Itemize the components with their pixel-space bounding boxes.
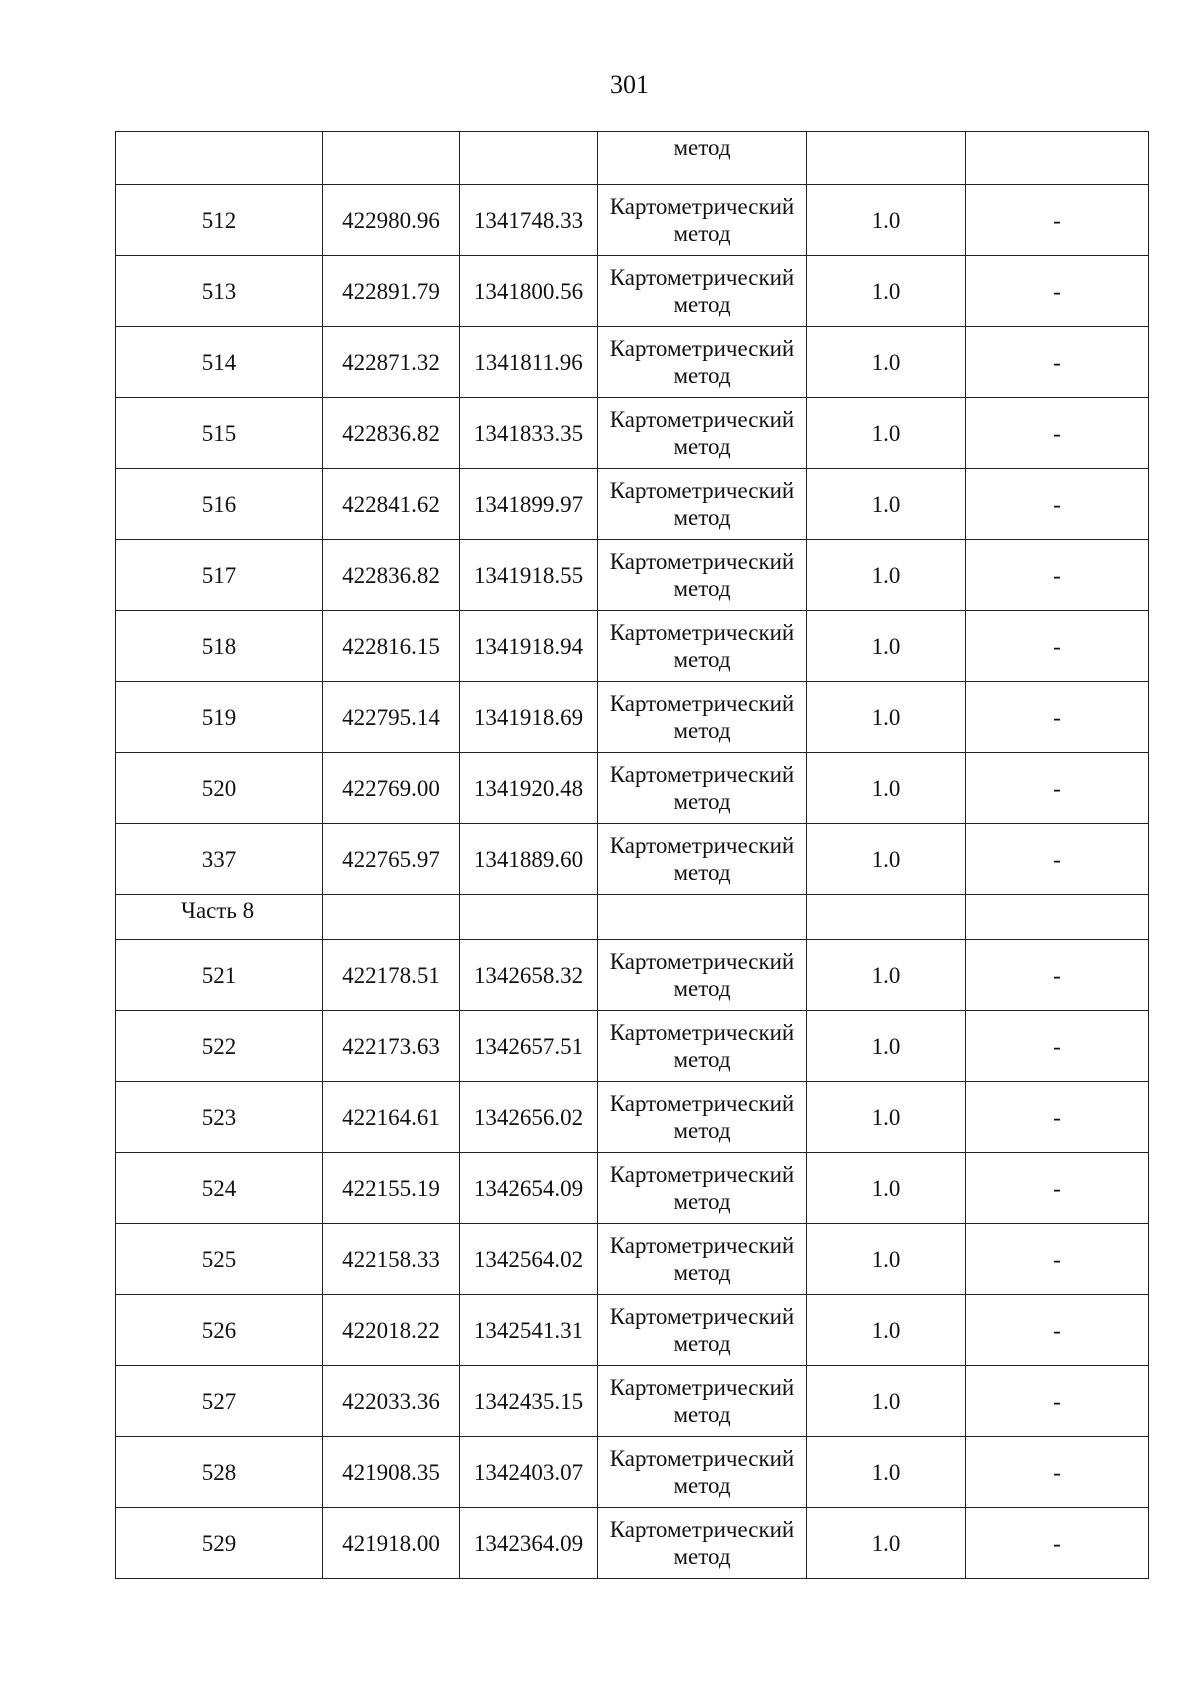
- y-coordinate-cell: 1341918.69: [460, 682, 598, 753]
- method-cell: [598, 753, 807, 824]
- x-coordinate-cell: 422816.15: [323, 611, 460, 682]
- point-number-cell: 529: [116, 1508, 323, 1579]
- note-cell: -: [966, 753, 1149, 824]
- method-cell: [598, 940, 807, 1011]
- table-row: [116, 1082, 1149, 1153]
- method-cell: [598, 256, 807, 327]
- method-line-1: Картометрический: [609, 1517, 795, 1542]
- note-cell: -: [966, 611, 1149, 682]
- empty-cell: [807, 895, 966, 940]
- y-coordinate-cell: 1341811.96: [460, 327, 598, 398]
- accuracy-cell: 1.0: [807, 1153, 966, 1224]
- y-coordinate-cell: 1341748.33: [460, 185, 598, 256]
- point-number-cell: 513: [116, 256, 323, 327]
- note-cell: -: [966, 327, 1149, 398]
- table-row: [116, 469, 1149, 540]
- method-cell: [598, 1011, 807, 1082]
- method-line-1: Картометрический: [609, 1091, 795, 1116]
- note-cell: -: [966, 940, 1149, 1011]
- method-cell: [598, 1082, 807, 1153]
- accuracy-cell: 1.0: [807, 753, 966, 824]
- coordinates-table: [115, 131, 1149, 1579]
- y-coordinate-cell: 1342435.15: [460, 1366, 598, 1437]
- note-cell: -: [966, 1366, 1149, 1437]
- table-row: [116, 940, 1149, 1011]
- x-coordinate-cell: 422795.14: [323, 682, 460, 753]
- x-coordinate-cell: 422033.36: [323, 1366, 460, 1437]
- empty-cell: [598, 895, 807, 940]
- note-cell: -: [966, 256, 1149, 327]
- method-cell: [598, 1153, 807, 1224]
- note-cell: -: [966, 185, 1149, 256]
- point-number-cell: 519: [116, 682, 323, 753]
- method-line-2: метод: [673, 1402, 731, 1427]
- note-cell: -: [966, 398, 1149, 469]
- note-cell: -: [966, 1224, 1149, 1295]
- method-line-1: Картометрический: [609, 833, 795, 858]
- method-line-2: метод: [673, 576, 731, 601]
- method-line-2: метод: [673, 1544, 731, 1569]
- method-cell: [598, 824, 807, 895]
- y-coordinate-cell: 1341833.35: [460, 398, 598, 469]
- table-row: [116, 1508, 1149, 1579]
- table-row: [116, 540, 1149, 611]
- y-cell: [460, 132, 598, 185]
- empty-cell: [460, 895, 598, 940]
- note-cell: -: [966, 1153, 1149, 1224]
- note-cell: -: [966, 1082, 1149, 1153]
- table-row: [116, 256, 1149, 327]
- point-number-cell: 523: [116, 1082, 323, 1153]
- y-coordinate-cell: 1341899.97: [460, 469, 598, 540]
- accuracy-cell: [807, 132, 966, 185]
- y-coordinate-cell: 1342654.09: [460, 1153, 598, 1224]
- x-coordinate-cell: 422841.62: [323, 469, 460, 540]
- method-line-1: Картометрический: [609, 762, 795, 787]
- method-line-2: метод: [673, 1260, 731, 1285]
- method-cell: [598, 1295, 807, 1366]
- accuracy-cell: 1.0: [807, 1366, 966, 1437]
- point-number-cell: 515: [116, 398, 323, 469]
- accuracy-cell: 1.0: [807, 540, 966, 611]
- method-line-1: Картометрический: [609, 691, 795, 716]
- accuracy-cell: 1.0: [807, 1295, 966, 1366]
- point-number-cell: 516: [116, 469, 323, 540]
- method-line-1: Картометрический: [609, 194, 795, 219]
- note-cell: -: [966, 1508, 1149, 1579]
- method-line-1: Картометрический: [609, 949, 795, 974]
- coordinates-table-body: [116, 132, 1149, 1579]
- note-cell: -: [966, 1295, 1149, 1366]
- table-row: [116, 1153, 1149, 1224]
- note-cell: -: [966, 469, 1149, 540]
- accuracy-cell: 1.0: [807, 1508, 966, 1579]
- y-coordinate-cell: 1342564.02: [460, 1224, 598, 1295]
- method-cell: [598, 540, 807, 611]
- x-coordinate-cell: 422836.82: [323, 398, 460, 469]
- x-coordinate-cell: 422155.19: [323, 1153, 460, 1224]
- method-line-2: метод: [673, 363, 731, 388]
- x-coordinate-cell: 422018.22: [323, 1295, 460, 1366]
- note-cell: -: [966, 540, 1149, 611]
- point-number-cell: 337: [116, 824, 323, 895]
- method-line-2: метод: [673, 434, 731, 459]
- point-number-cell: 527: [116, 1366, 323, 1437]
- method-line-1: Картометрический: [609, 336, 795, 361]
- method-line-2: метод: [673, 976, 731, 1001]
- method-line-2: метод: [673, 505, 731, 530]
- method-line-1: Картометрический: [609, 549, 795, 574]
- table-row: [116, 1011, 1149, 1082]
- y-coordinate-cell: 1341918.55: [460, 540, 598, 611]
- x-coordinate-cell: 422871.32: [323, 327, 460, 398]
- x-coordinate-cell: 422980.96: [323, 185, 460, 256]
- table-row: [116, 1295, 1149, 1366]
- accuracy-cell: 1.0: [807, 469, 966, 540]
- point-number-cell: 520: [116, 753, 323, 824]
- method-line-2: метод: [673, 789, 731, 814]
- y-coordinate-cell: 1342656.02: [460, 1082, 598, 1153]
- point-cell: [116, 132, 323, 185]
- table-row: [116, 1366, 1149, 1437]
- x-coordinate-cell: 422769.00: [323, 753, 460, 824]
- method-line-1: Картометрический: [609, 1304, 795, 1329]
- x-coordinate-cell: 422178.51: [323, 940, 460, 1011]
- method-cell: [598, 1224, 807, 1295]
- x-cell: [323, 132, 460, 185]
- accuracy-cell: 1.0: [807, 256, 966, 327]
- note-cell: -: [966, 1437, 1149, 1508]
- y-coordinate-cell: 1341889.60: [460, 824, 598, 895]
- table-row: [116, 824, 1149, 895]
- y-coordinate-cell: 1342403.07: [460, 1437, 598, 1508]
- method-line-2: метод: [673, 718, 731, 743]
- x-coordinate-cell: 422836.82: [323, 540, 460, 611]
- part-header-row: [116, 895, 1149, 940]
- accuracy-cell: 1.0: [807, 682, 966, 753]
- x-coordinate-cell: 422158.33: [323, 1224, 460, 1295]
- accuracy-cell: 1.0: [807, 327, 966, 398]
- method-line-1: Картометрический: [609, 265, 795, 290]
- table-row: [116, 682, 1149, 753]
- y-coordinate-cell: 1342657.51: [460, 1011, 598, 1082]
- point-number-cell: 514: [116, 327, 323, 398]
- table-row: [116, 398, 1149, 469]
- method-line-2: метод: [673, 647, 731, 672]
- point-number-cell: 525: [116, 1224, 323, 1295]
- accuracy-cell: 1.0: [807, 824, 966, 895]
- method-cell: [598, 398, 807, 469]
- method-line-1: Картометрический: [609, 1446, 795, 1471]
- point-number-cell: 517: [116, 540, 323, 611]
- x-coordinate-cell: 421918.00: [323, 1508, 460, 1579]
- point-number-cell: 518: [116, 611, 323, 682]
- note-cell: -: [966, 682, 1149, 753]
- method-cell: [598, 1366, 807, 1437]
- empty-cell: [323, 895, 460, 940]
- method-line-2: метод: [673, 1047, 731, 1072]
- table-row: [116, 1437, 1149, 1508]
- point-number-cell: 521: [116, 940, 323, 1011]
- method-cell: [598, 682, 807, 753]
- table-row: [116, 185, 1149, 256]
- x-coordinate-cell: 422891.79: [323, 256, 460, 327]
- method-line-1: Картометрический: [609, 1233, 795, 1258]
- method-line-1: Картометрический: [609, 620, 795, 645]
- method-line-2: метод: [673, 1118, 731, 1143]
- method-cell: метод: [598, 132, 807, 185]
- x-coordinate-cell: 422164.61: [323, 1082, 460, 1153]
- method-line-2: метод: [673, 292, 731, 317]
- accuracy-cell: 1.0: [807, 940, 966, 1011]
- method-line-2: метод: [673, 860, 731, 885]
- method-line-2: метод: [673, 221, 731, 246]
- method-line-2: метод: [673, 1331, 731, 1356]
- method-cell: [598, 327, 807, 398]
- x-coordinate-cell: 422173.63: [323, 1011, 460, 1082]
- method-cell: [598, 611, 807, 682]
- method-cell: [598, 1437, 807, 1508]
- y-coordinate-cell: 1342541.31: [460, 1295, 598, 1366]
- method-line-2: метод: [673, 1473, 731, 1498]
- method-cell: [598, 185, 807, 256]
- note-cell: -: [966, 1011, 1149, 1082]
- accuracy-cell: 1.0: [807, 1224, 966, 1295]
- part-label-cell: Часть 8: [116, 895, 323, 940]
- accuracy-cell: 1.0: [807, 1011, 966, 1082]
- method-cell: [598, 469, 807, 540]
- x-coordinate-cell: 422765.97: [323, 824, 460, 895]
- empty-cell: [966, 895, 1149, 940]
- note-cell: -: [966, 824, 1149, 895]
- point-number-cell: 528: [116, 1437, 323, 1508]
- method-line-1: Картометрический: [609, 1162, 795, 1187]
- accuracy-cell: 1.0: [807, 398, 966, 469]
- y-coordinate-cell: 1342364.09: [460, 1508, 598, 1579]
- method-line-1: Картометрический: [609, 1020, 795, 1045]
- point-number-cell: 524: [116, 1153, 323, 1224]
- method-cell: [598, 1508, 807, 1579]
- point-number-cell: 522: [116, 1011, 323, 1082]
- point-number-cell: 512: [116, 185, 323, 256]
- method-line-1: Картометрический: [609, 407, 795, 432]
- continuation-row: [116, 132, 1149, 185]
- accuracy-cell: 1.0: [807, 185, 966, 256]
- y-coordinate-cell: 1342658.32: [460, 940, 598, 1011]
- x-coordinate-cell: 421908.35: [323, 1437, 460, 1508]
- method-line-2: метод: [673, 1189, 731, 1214]
- table-row: [116, 753, 1149, 824]
- method-line-1: Картометрический: [609, 1375, 795, 1400]
- page-number: 301: [610, 70, 649, 99]
- y-coordinate-cell: 1341920.48: [460, 753, 598, 824]
- table-row: [116, 1224, 1149, 1295]
- point-number-cell: 526: [116, 1295, 323, 1366]
- note-cell: [966, 132, 1149, 185]
- table-row: [116, 327, 1149, 398]
- table-row: [116, 611, 1149, 682]
- accuracy-cell: 1.0: [807, 1082, 966, 1153]
- method-line-1: Картометрический: [609, 478, 795, 503]
- accuracy-cell: 1.0: [807, 1437, 966, 1508]
- y-coordinate-cell: 1341800.56: [460, 256, 598, 327]
- y-coordinate-cell: 1341918.94: [460, 611, 598, 682]
- accuracy-cell: 1.0: [807, 611, 966, 682]
